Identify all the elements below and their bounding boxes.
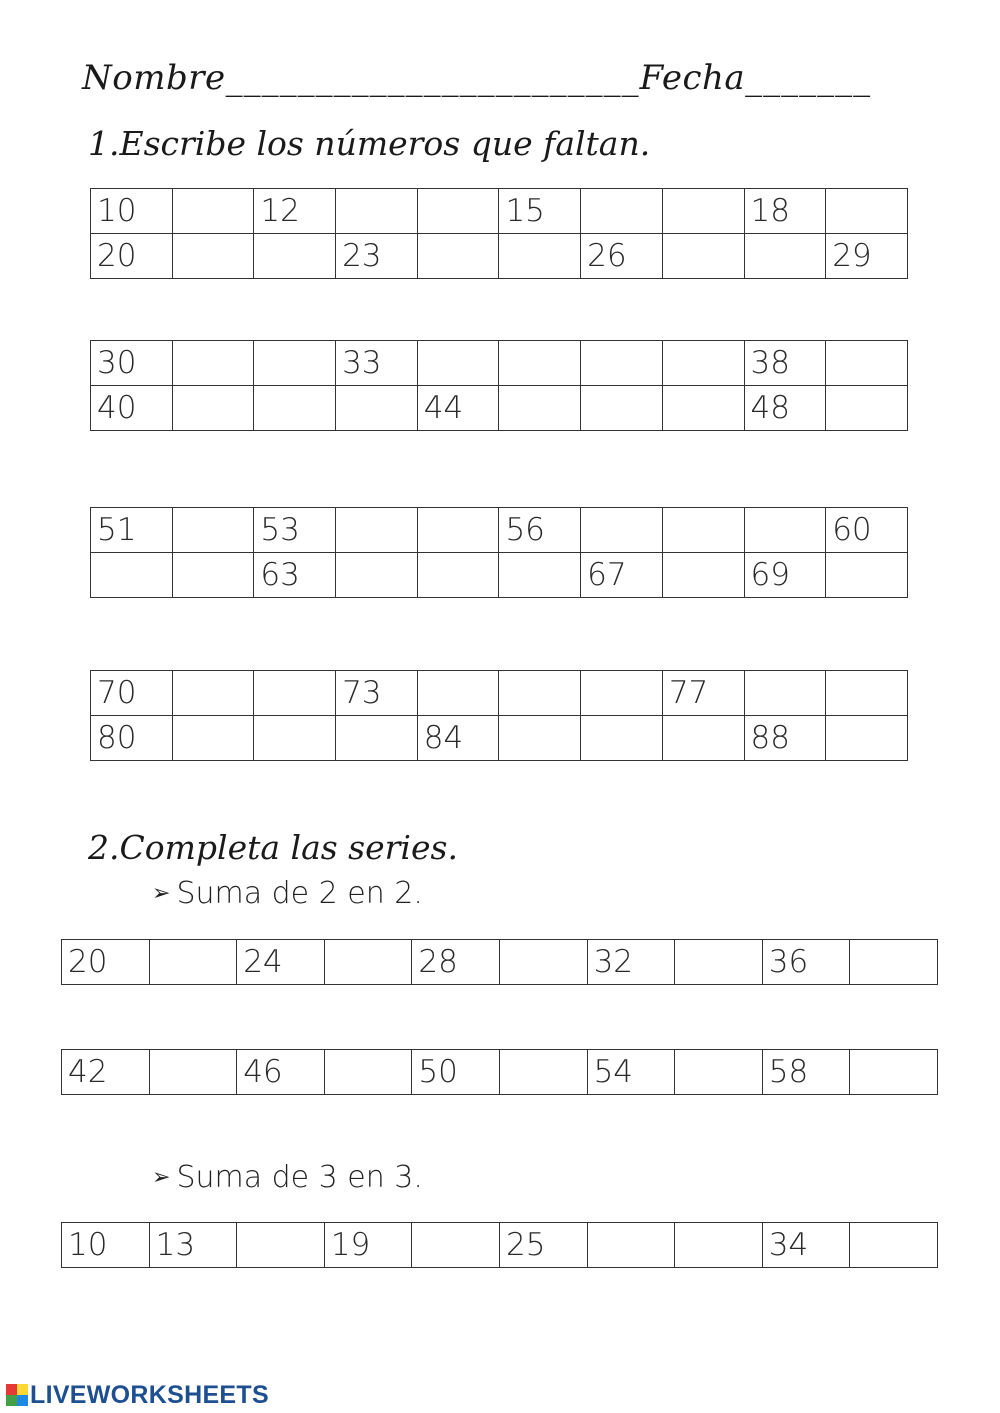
blank-answer-cell[interactable]	[499, 940, 587, 985]
blank-answer-cell[interactable]	[149, 940, 237, 985]
grid-row	[62, 1050, 938, 1095]
blank-answer-cell[interactable]	[149, 1050, 237, 1095]
number-cell: 44	[417, 386, 499, 431]
blank-answer-cell[interactable]	[587, 1223, 675, 1268]
number-cell: 51	[91, 508, 173, 553]
grid-row	[91, 508, 908, 553]
number-cell: 20	[62, 940, 150, 985]
blank-answer-cell[interactable]	[662, 553, 744, 598]
arrow-bullet-icon: ➢	[152, 1165, 171, 1190]
blank-answer-cell[interactable]	[417, 508, 499, 553]
number-cell: 26	[581, 234, 663, 279]
blank-answer-cell[interactable]	[499, 553, 581, 598]
blank-answer-cell[interactable]	[172, 189, 254, 234]
blank-answer-cell[interactable]	[172, 553, 254, 598]
blank-answer-cell[interactable]	[675, 1223, 763, 1268]
number-cell: 13	[149, 1223, 237, 1268]
blank-answer-cell[interactable]	[499, 671, 581, 716]
blank-answer-cell[interactable]	[254, 234, 336, 279]
number-cell: 54	[587, 1050, 675, 1095]
grid-row	[91, 189, 908, 234]
number-cell: 69	[744, 553, 826, 598]
number-cell: 10	[91, 189, 173, 234]
blank-answer-cell[interactable]	[417, 341, 499, 386]
number-cell: 70	[91, 671, 173, 716]
blank-answer-cell[interactable]	[581, 341, 663, 386]
blank-answer-cell[interactable]	[744, 508, 826, 553]
blank-answer-cell[interactable]	[850, 1223, 938, 1268]
series-row-1	[61, 939, 938, 985]
blank-answer-cell[interactable]	[499, 1050, 587, 1095]
grid-row	[62, 1223, 938, 1268]
number-cell: 28	[412, 940, 500, 985]
blank-answer-cell[interactable]	[172, 234, 254, 279]
blank-answer-cell[interactable]	[324, 1050, 412, 1095]
number-cell: 36	[762, 940, 850, 985]
name-blank[interactable]: _______________________	[225, 58, 640, 98]
blank-answer-cell[interactable]	[581, 189, 663, 234]
series-row-3	[61, 1222, 938, 1268]
blank-answer-cell[interactable]	[172, 386, 254, 431]
blank-answer-cell[interactable]	[581, 508, 663, 553]
blank-answer-cell[interactable]	[237, 1223, 325, 1268]
number-cell: 58	[762, 1050, 850, 1095]
blank-answer-cell[interactable]	[499, 341, 581, 386]
blank-answer-cell[interactable]	[417, 671, 499, 716]
series-label: Suma de 3 en 3.	[176, 1160, 423, 1195]
series-row-2	[61, 1049, 938, 1095]
number-cell: 50	[412, 1050, 500, 1095]
number-cell: 88	[744, 716, 826, 761]
blank-answer-cell[interactable]	[826, 341, 908, 386]
number-cell: 48	[744, 386, 826, 431]
blank-answer-cell[interactable]	[499, 386, 581, 431]
date-blank[interactable]: _______	[745, 58, 872, 98]
blank-answer-cell[interactable]	[850, 940, 938, 985]
number-cell: 24	[237, 940, 325, 985]
number-cell: 19	[324, 1223, 412, 1268]
number-cell: 25	[499, 1223, 587, 1268]
blank-answer-cell[interactable]	[172, 671, 254, 716]
number-cell: 29	[826, 234, 908, 279]
blank-answer-cell[interactable]	[336, 386, 418, 431]
grid-row	[91, 553, 908, 598]
blank-answer-cell[interactable]	[826, 386, 908, 431]
number-cell: 34	[762, 1223, 850, 1268]
blank-answer-cell[interactable]	[172, 716, 254, 761]
section2-title: 2.Completa las series.	[88, 828, 458, 867]
number-cell: 30	[91, 341, 173, 386]
series-label: Suma de 2 en 2.	[176, 876, 423, 911]
blank-answer-cell[interactable]	[744, 234, 826, 279]
number-cell: 73	[336, 671, 418, 716]
number-cell: 40	[91, 386, 173, 431]
date-label: Fecha	[639, 58, 746, 98]
number-cell: 32	[587, 940, 675, 985]
blank-answer-cell[interactable]	[662, 716, 744, 761]
arrow-bullet-icon: ➢	[152, 881, 171, 906]
number-cell: 20	[91, 234, 173, 279]
blank-answer-cell[interactable]	[417, 189, 499, 234]
number-cell: 38	[744, 341, 826, 386]
blank-answer-cell[interactable]	[581, 386, 663, 431]
number-cell: 46	[237, 1050, 325, 1095]
name-label: Nombre	[82, 58, 226, 98]
blank-answer-cell[interactable]	[744, 671, 826, 716]
logo-mark-icon	[6, 1384, 28, 1406]
grid-row	[91, 386, 908, 431]
number-cell: 10	[62, 1223, 150, 1268]
liveworksheets-logo[interactable]	[6, 1380, 269, 1410]
grid-row	[91, 234, 908, 279]
blank-answer-cell[interactable]	[581, 671, 663, 716]
blank-answer-cell[interactable]	[850, 1050, 938, 1095]
blank-answer-cell[interactable]	[172, 341, 254, 386]
number-cell: 15	[499, 189, 581, 234]
grid-row	[91, 716, 908, 761]
logo-text: LIVEWORKSHEETS	[30, 1380, 269, 1409]
number-grid-4	[90, 670, 908, 761]
blank-answer-cell[interactable]	[662, 386, 744, 431]
blank-answer-cell[interactable]	[581, 716, 663, 761]
blank-answer-cell[interactable]	[91, 553, 173, 598]
number-cell: 23	[336, 234, 418, 279]
number-cell: 18	[744, 189, 826, 234]
series-instruction-2	[152, 876, 423, 911]
name-date-line	[82, 58, 871, 98]
blank-answer-cell[interactable]	[254, 671, 336, 716]
blank-answer-cell[interactable]	[254, 386, 336, 431]
number-cell: 53	[254, 508, 336, 553]
number-grid-2	[90, 340, 908, 431]
blank-answer-cell[interactable]	[662, 508, 744, 553]
blank-answer-cell[interactable]	[826, 553, 908, 598]
number-cell: 12	[254, 189, 336, 234]
blank-answer-cell[interactable]	[826, 716, 908, 761]
number-cell: 33	[336, 341, 418, 386]
blank-answer-cell[interactable]	[662, 341, 744, 386]
grid-row	[62, 940, 938, 985]
grid-row	[91, 341, 908, 386]
number-cell: 67	[581, 553, 663, 598]
blank-answer-cell[interactable]	[675, 1050, 763, 1095]
number-cell: 80	[91, 716, 173, 761]
blank-answer-cell[interactable]	[336, 553, 418, 598]
number-grid-1	[90, 188, 908, 279]
number-cell: 63	[254, 553, 336, 598]
blank-answer-cell[interactable]	[417, 234, 499, 279]
blank-answer-cell[interactable]	[336, 508, 418, 553]
blank-answer-cell[interactable]	[662, 189, 744, 234]
blank-answer-cell[interactable]	[336, 716, 418, 761]
number-cell: 42	[62, 1050, 150, 1095]
number-grid-3	[90, 507, 908, 598]
number-cell: 77	[662, 671, 744, 716]
number-cell: 56	[499, 508, 581, 553]
section1-title: 1.Escribe los números que faltan.	[88, 124, 651, 163]
blank-answer-cell[interactable]	[499, 234, 581, 279]
grid-row	[91, 671, 908, 716]
blank-answer-cell[interactable]	[826, 189, 908, 234]
blank-answer-cell[interactable]	[412, 1223, 500, 1268]
blank-answer-cell[interactable]	[826, 671, 908, 716]
number-cell: 60	[826, 508, 908, 553]
blank-answer-cell[interactable]	[662, 234, 744, 279]
blank-answer-cell[interactable]	[499, 716, 581, 761]
series-instruction-3	[152, 1160, 423, 1195]
blank-answer-cell[interactable]	[336, 189, 418, 234]
number-cell: 84	[417, 716, 499, 761]
blank-answer-cell[interactable]	[254, 716, 336, 761]
blank-answer-cell[interactable]	[417, 553, 499, 598]
blank-answer-cell[interactable]	[172, 508, 254, 553]
blank-answer-cell[interactable]	[254, 341, 336, 386]
blank-answer-cell[interactable]	[324, 940, 412, 985]
blank-answer-cell[interactable]	[675, 940, 763, 985]
